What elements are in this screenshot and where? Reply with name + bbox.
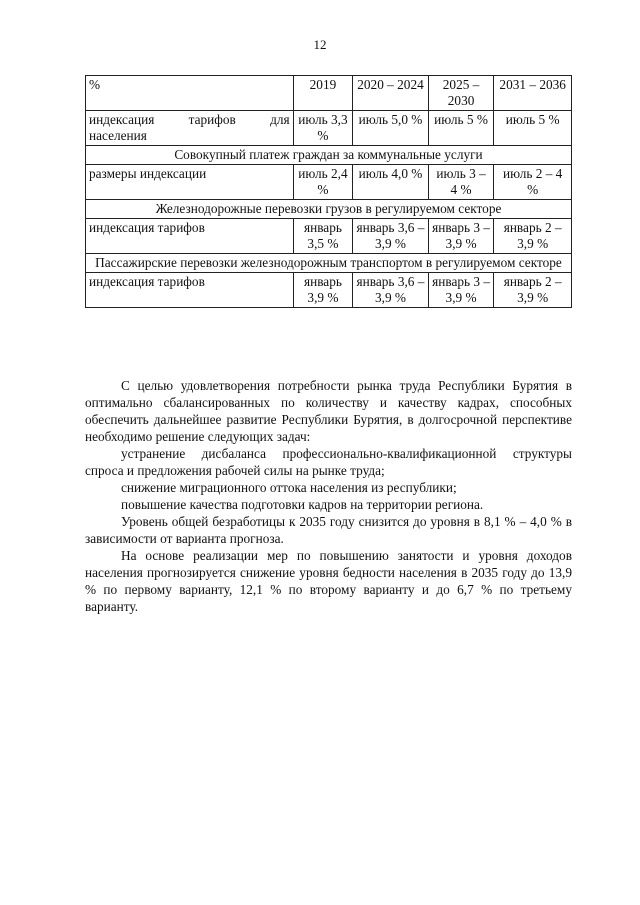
header-cell-2025-2030: 2025 – 2030 bbox=[428, 76, 494, 111]
section-row bbox=[86, 146, 572, 165]
section-row bbox=[86, 254, 572, 273]
table-cell: июль 5,0 % bbox=[353, 111, 429, 146]
table-cell: июль 4,0 % bbox=[353, 165, 429, 200]
table-cell: январь 2 – 3,9 % bbox=[494, 273, 572, 308]
row-label: индексация тарифов bbox=[86, 273, 294, 308]
table-cell: январь 3,9 % bbox=[293, 273, 352, 308]
row-label: размеры индексации bbox=[86, 165, 294, 200]
table-cell: январь 3 – 3,9 % bbox=[428, 219, 494, 254]
table-cell: январь 3 – 3,9 % bbox=[428, 273, 494, 308]
table-row bbox=[86, 219, 572, 254]
paragraph-unemployment: Уровень общей безработицы к 2035 году снизится до уровня в 8,1 % – 4,0 % в зависимости от варианта прогноза. bbox=[85, 514, 572, 546]
table-cell: январь 3,6 – 3,9 % bbox=[353, 273, 429, 308]
paragraph-task-training: повышение качества подготовки кадров на территории региона. bbox=[121, 497, 484, 512]
row-label: индексация тарифов bbox=[86, 219, 294, 254]
table-cell: январь 2 – 3,9 % bbox=[494, 219, 572, 254]
row-label-word: индексация bbox=[89, 112, 155, 127]
table-row bbox=[86, 273, 572, 308]
row-label-word: тарифов bbox=[188, 112, 236, 127]
section-title: Совокупный платеж граждан за коммунальные услуги bbox=[86, 146, 572, 165]
paragraph-intro: С целью удовлетворения потребности рынка труда Республики Бурятия в оптимально сбалансированных по количеству и качеству кадрах, способных обеспечить дальнейшее развитие Республики Бурятия, в долгосрочной перспективе необходимо решение следующих задач: bbox=[85, 378, 572, 444]
page-number: 12 bbox=[313, 37, 327, 52]
table-cell: июль 5 % bbox=[428, 111, 494, 146]
table-row bbox=[86, 165, 572, 200]
body-text bbox=[85, 377, 572, 615]
table-cell: январь 3,6 – 3,9 % bbox=[353, 219, 429, 254]
table-cell: январь 3,5 % bbox=[293, 219, 352, 254]
table-row bbox=[86, 111, 572, 146]
header-cell-2019: 2019 bbox=[293, 76, 352, 111]
table-cell: июль 3 – 4 % bbox=[428, 165, 494, 200]
paragraph-poverty: На основе реализации мер по повышению занятости и уровня доходов населения прогнозируется снижение уровня бедности населения в 2035 году до 13,9 % по первому варианту, 12,1 % по второму варианту и до 6,7 % по третьему варианту. bbox=[85, 548, 572, 614]
section-title: Пассажирские перевозки железнодорожным транспортом в регулируемом секторе bbox=[86, 254, 572, 273]
table-cell: июль 2 – 4 % bbox=[494, 165, 572, 200]
row-label bbox=[86, 111, 294, 146]
table-cell: июль 2,4 % bbox=[293, 165, 352, 200]
table-cell: июль 3,3 % bbox=[293, 111, 352, 146]
tariff-indexation-table bbox=[85, 75, 572, 308]
header-cell-unit: % bbox=[86, 76, 294, 111]
paragraph-task-migration: снижение миграционного оттока населения из республики; bbox=[121, 480, 457, 495]
header-cell-2031-2036: 2031 – 2036 bbox=[494, 76, 572, 111]
section-row bbox=[86, 200, 572, 219]
section-title: Железнодорожные перевозки грузов в регулируемом секторе bbox=[86, 200, 572, 219]
table-cell: июль 5 % bbox=[494, 111, 572, 146]
row-label-word: для bbox=[270, 112, 290, 127]
paragraph-task-imbalance: устранение дисбаланса профессионально-квалификационной структуры спроса и предложения рабочей силы на рынке труда; bbox=[85, 446, 572, 478]
header-cell-2020-2024: 2020 – 2024 bbox=[353, 76, 429, 111]
table-header-row bbox=[86, 76, 572, 111]
row-label-tail: населения bbox=[89, 128, 147, 143]
